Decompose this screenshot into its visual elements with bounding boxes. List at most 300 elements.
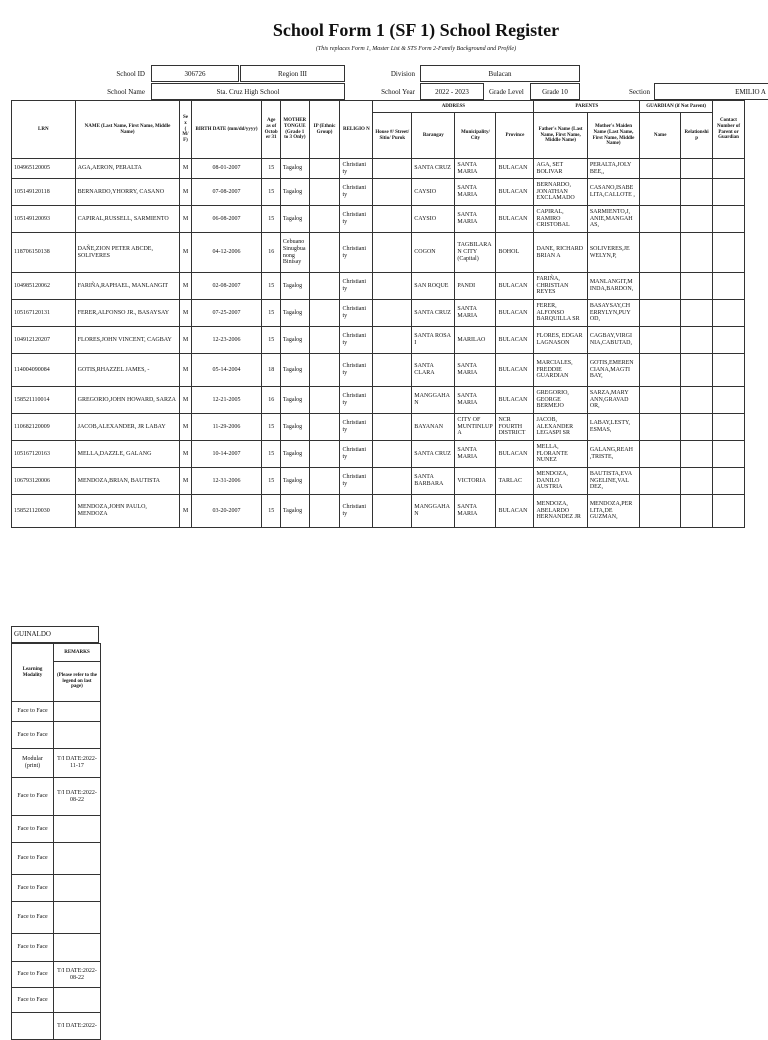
- cell-religion: Christiani ty: [340, 300, 373, 327]
- cell-learning-modality: Face to Face: [12, 902, 54, 934]
- cell-remark: [54, 843, 101, 875]
- list-item: [12, 778, 101, 816]
- header-contact: Contact Number of Parent or Guardian: [713, 101, 745, 159]
- cell-municipality-cell: PANDI: [455, 273, 496, 300]
- cell-name: MELLA,DAZZLE, GALANG: [75, 441, 180, 468]
- grade-level-label: Grade Level: [489, 88, 524, 96]
- cell-birth: 05-14-2004: [191, 354, 262, 387]
- cell-province: TARLAC: [496, 468, 534, 495]
- cell-municipality-cell: SANTA MARIA: [455, 179, 496, 206]
- cell-tongue: Tagalog: [280, 179, 309, 206]
- table-row: [12, 273, 745, 300]
- cell-guardian-relationship: [681, 387, 713, 414]
- cell-guardian-relationship: [681, 273, 713, 300]
- cell-mother: PERALTA,JOLY BEE,,: [587, 159, 639, 179]
- table-row: [12, 300, 745, 327]
- cell-house-blank: [373, 354, 412, 387]
- cell-lrn: 105167120163: [12, 441, 76, 468]
- cell-birth: 12-31-2006: [191, 468, 262, 495]
- cell-religion: Christiani ty: [340, 414, 373, 441]
- register-table: [11, 100, 745, 528]
- cell-barangay-cell: MANGGAHA N: [412, 387, 455, 414]
- cell-religion: Christiani ty: [340, 495, 373, 528]
- cell-guardian-relationship: [681, 300, 713, 327]
- remarks-table: [11, 643, 101, 1040]
- cell-mother: BAUTISTA,EVA NGELINE,VAL DEZ,: [587, 468, 639, 495]
- cell-guardian-name: [640, 273, 681, 300]
- cell-guardian-relationship: [681, 441, 713, 468]
- cell-age: 16: [262, 387, 280, 414]
- table-row: [12, 233, 745, 273]
- header-name: NAME (Last Name, First Name, Middle Name): [75, 101, 180, 159]
- header-lrn: LRN: [12, 101, 76, 159]
- cell-remark: [54, 702, 101, 722]
- cell-ip: [309, 206, 340, 233]
- cell-mother: SOLIVERES,JE WELYN,P,: [587, 233, 639, 273]
- cell-guardian-name: [640, 441, 681, 468]
- cell-tongue: Tagalog: [280, 273, 309, 300]
- cell-name: CAPIRAL,RUSSELL, SARMIENTO: [75, 206, 180, 233]
- cell-province: BULACAN: [496, 387, 534, 414]
- cell-religion: Christiani ty: [340, 159, 373, 179]
- cell-province: NCR FOURTH DISTRICT: [496, 414, 534, 441]
- cell-guardian-relationship: [681, 206, 713, 233]
- header-province: Province: [496, 113, 534, 159]
- table-row: [12, 441, 745, 468]
- cell-province: BULACAN: [496, 179, 534, 206]
- division-label: Division: [390, 70, 415, 78]
- cell-lrn: 105149120093: [12, 206, 76, 233]
- cell-municipality-cell: MARILAO: [455, 327, 496, 354]
- cell-mother: CAGBAY,VIRGI NIA,CABUTAD,: [587, 327, 639, 354]
- cell-age: 15: [262, 327, 280, 354]
- cell-barangay-cell: SAN ROQUE: [412, 273, 455, 300]
- cell-ip: [309, 468, 340, 495]
- cell-sex: M: [180, 441, 191, 468]
- cell-name: MENDOZA,JOHN PAULO, MENDOZA: [75, 495, 180, 528]
- cell-contact: [713, 300, 745, 327]
- cell-house-blank: [373, 327, 412, 354]
- list-item: [12, 1013, 101, 1040]
- cell-house-blank: [373, 179, 412, 206]
- cell-learning-modality: Face to Face: [12, 778, 54, 816]
- header-mother: Mother's Maiden Name (Last Name, First Name, Middle Name): [587, 113, 639, 159]
- cell-sex: M: [180, 327, 191, 354]
- cell-learning-modality: Modular (print): [12, 749, 54, 778]
- cell-learning-modality: Face to Face: [12, 962, 54, 988]
- header-birth-date: BIRTH DATE (mm/dd/yyyy): [191, 101, 262, 159]
- cell-lrn: 104965120005: [12, 159, 76, 179]
- cell-contact: [713, 354, 745, 387]
- cell-father: MELLA, FLORANTE NUNEZ: [534, 441, 587, 468]
- cell-house-blank: [373, 233, 412, 273]
- cell-age: 15: [262, 273, 280, 300]
- table-row: [12, 414, 745, 441]
- cell-name: GOTIS,RHAZZEL JAMES, -: [75, 354, 180, 387]
- cell-father: MENDOZA, DANILO AUSTRIA: [534, 468, 587, 495]
- cell-learning-modality: Face to Face: [12, 722, 54, 749]
- cell-father: DANE, RICHARD BRIAN A: [534, 233, 587, 273]
- table-row: [12, 159, 745, 179]
- cell-sex: M: [180, 300, 191, 327]
- cell-contact: [713, 468, 745, 495]
- cell-guardian-relationship: [681, 233, 713, 273]
- table-row: [12, 327, 745, 354]
- cell-learning-modality: Face to Face: [12, 988, 54, 1013]
- form-title: School Form 1 (SF 1) School Register: [272, 20, 560, 40]
- cell-municipality-cell: SANTA MARIA: [455, 495, 496, 528]
- table-row: [12, 387, 745, 414]
- cell-tongue: Tagalog: [280, 300, 309, 327]
- cell-sex: M: [180, 495, 191, 528]
- header-father: Father's Name (Last Name, First Name, Middle Name): [534, 113, 587, 159]
- section-tail: GUINALDO: [11, 626, 99, 643]
- grade-level-value: Grade 10: [530, 83, 580, 100]
- cell-province: BULACAN: [496, 300, 534, 327]
- header-religion: RELIGIO N: [340, 101, 373, 159]
- cell-barangay-cell: COGON: [412, 233, 455, 273]
- cell-guardian-relationship: [681, 327, 713, 354]
- cell-lrn: 105167120131: [12, 300, 76, 327]
- cell-tongue: Tagalog: [280, 159, 309, 179]
- cell-name: FLORES,JOHN VINCENT, CAGBAY: [75, 327, 180, 354]
- cell-birth: 12-23-2006: [191, 327, 262, 354]
- cell-sex: M: [180, 273, 191, 300]
- cell-birth: 04-12-2006: [191, 233, 262, 273]
- list-item: [12, 962, 101, 988]
- cell-guardian-name: [640, 300, 681, 327]
- cell-guardian-name: [640, 233, 681, 273]
- cell-mother: BASAYSAY,CH ERRYLYN,PUY OD,: [587, 300, 639, 327]
- header-address: ADDRESS: [373, 101, 534, 113]
- header-guardian: GUARDIAN (if Not Parent): [640, 101, 713, 113]
- header-age: Age as of Octob er 31: [262, 101, 280, 159]
- cell-birth: 12-21-2005: [191, 387, 262, 414]
- cell-municipality-cell: SANTA MARIA: [455, 441, 496, 468]
- table-row: [12, 468, 745, 495]
- list-item: [12, 934, 101, 962]
- table-row: [12, 354, 745, 387]
- cell-religion: Christiani ty: [340, 441, 373, 468]
- cell-contact: [713, 387, 745, 414]
- cell-province: BOHOL: [496, 233, 534, 273]
- cell-barangay-cell: SANTA CLARA: [412, 354, 455, 387]
- region-value: Region III: [240, 65, 345, 82]
- cell-mother: SARZA,MARY ANN,GRAVAD OR,: [587, 387, 639, 414]
- list-item: [12, 749, 101, 778]
- cell-mother: CASANO,ISABE LITA,CALLOTE ,: [587, 179, 639, 206]
- cell-mother: GOTIS,EMEREN CIANA,MAGTI BAY,: [587, 354, 639, 387]
- header-sex: Sex (M/F): [180, 101, 191, 159]
- cell-religion: Christiani ty: [340, 273, 373, 300]
- cell-contact: [713, 206, 745, 233]
- cell-province: BULACAN: [496, 206, 534, 233]
- cell-remark: T/I DATE:2022-: [54, 1013, 101, 1040]
- header-house: House #/ Street/ Sitio/ Purok: [373, 113, 412, 159]
- school-year-value: 2022 - 2023: [420, 83, 484, 100]
- cell-father: FLORES, EDGAR LAGNASON: [534, 327, 587, 354]
- cell-tongue: Tagalog: [280, 495, 309, 528]
- list-item: [12, 816, 101, 843]
- cell-mother: MENDOZA,PER LITA,DE GUZMAN,: [587, 495, 639, 528]
- cell-name: GREGORIO,JOHN HOWARD, SARZA: [75, 387, 180, 414]
- list-item: [12, 902, 101, 934]
- cell-father: FARIÑA, CHRISTIAN REYES: [534, 273, 587, 300]
- cell-barangay-cell: BAYANAN: [412, 414, 455, 441]
- cell-name: MENDOZA,BRIAN, BAUTISTA: [75, 468, 180, 495]
- cell-barangay-cell: MANGGAHA N: [412, 495, 455, 528]
- cell-house-blank: [373, 300, 412, 327]
- header-guardian-name: Name: [640, 113, 681, 159]
- cell-mother: SARMIENTO,J, ANIE,MANGAH AS,: [587, 206, 639, 233]
- form-subtitle: (This replaces Form 1, Master List & STS Form 2-Family Background and Profile): [315, 46, 517, 52]
- cell-father: AGA, SET BOLIVAR: [534, 159, 587, 179]
- cell-guardian-relationship: [681, 414, 713, 441]
- cell-province: BULACAN: [496, 159, 534, 179]
- header-guardian-relationship: Relationship: [681, 113, 713, 159]
- cell-religion: Christiani ty: [340, 387, 373, 414]
- cell-remark: T/I DATE:2022-11-17: [54, 749, 101, 778]
- cell-remark: [54, 934, 101, 962]
- section-label: Section: [629, 88, 650, 96]
- cell-birth: 11-29-2006: [191, 414, 262, 441]
- cell-learning-modality: Face to Face: [12, 816, 54, 843]
- cell-father: BERNARDO, JONATHAN EXCLAMADO: [534, 179, 587, 206]
- cell-sex: M: [180, 206, 191, 233]
- cell-religion: Christiani ty: [340, 206, 373, 233]
- table-row: [12, 495, 745, 528]
- cell-tongue: Tagalog: [280, 441, 309, 468]
- cell-remark: [54, 722, 101, 749]
- cell-municipality-cell: SANTA MARIA: [455, 387, 496, 414]
- cell-tongue: Tagalog: [280, 327, 309, 354]
- header-legend-note: (Please refer to the legend on last page): [54, 662, 101, 702]
- cell-municipality-cell: SANTA MARIA: [455, 354, 496, 387]
- cell-house-blank: [373, 495, 412, 528]
- cell-name: BERNARDO,YHORRY, CASANO: [75, 179, 180, 206]
- cell-name: JACOB,ALEXANDER, JR LABAY: [75, 414, 180, 441]
- cell-contact: [713, 233, 745, 273]
- cell-guardian-name: [640, 495, 681, 528]
- school-id-value: 306726: [151, 65, 239, 82]
- cell-age: 15: [262, 468, 280, 495]
- cell-sex: M: [180, 354, 191, 387]
- cell-religion: Christiani ty: [340, 179, 373, 206]
- cell-ip: [309, 441, 340, 468]
- cell-municipality-cell: CITY OF MUNTINLUP A: [455, 414, 496, 441]
- cell-tongue: Tagalog: [280, 414, 309, 441]
- cell-sex: M: [180, 159, 191, 179]
- school-name-label: School Name: [107, 88, 145, 96]
- cell-age: 18: [262, 354, 280, 387]
- cell-guardian-name: [640, 327, 681, 354]
- cell-province: BULACAN: [496, 441, 534, 468]
- cell-tongue: Tagalog: [280, 387, 309, 414]
- cell-learning-modality: Face to Face: [12, 843, 54, 875]
- header-barangay: Barangay: [412, 113, 455, 159]
- cell-father: MARCIALES, FREDDIE GUARDIAN: [534, 354, 587, 387]
- cell-religion: Christiani ty: [340, 354, 373, 387]
- cell-province: BULACAN: [496, 354, 534, 387]
- cell-ip: [309, 414, 340, 441]
- cell-contact: [713, 159, 745, 179]
- list-item: [12, 988, 101, 1013]
- cell-mother: MANLANGIT,M INDA,BARDON,: [587, 273, 639, 300]
- cell-house-blank: [373, 414, 412, 441]
- cell-contact: [713, 327, 745, 354]
- cell-lrn: 105149120118: [12, 179, 76, 206]
- school-id-label: School ID: [116, 70, 145, 78]
- cell-ip: [309, 354, 340, 387]
- cell-remark: [54, 816, 101, 843]
- cell-lrn: 118706150138: [12, 233, 76, 273]
- cell-municipality-cell: SANTA MARIA: [455, 300, 496, 327]
- school-name-value: Sta. Cruz High School: [151, 83, 345, 100]
- cell-municipality-cell: VICTORIA: [455, 468, 496, 495]
- cell-ip: [309, 233, 340, 273]
- cell-father: MENDOZA, ABELARDO HERNANDEZ JR: [534, 495, 587, 528]
- cell-municipality-cell: TAGBILARA N CITY (Capital): [455, 233, 496, 273]
- cell-sex: M: [180, 414, 191, 441]
- cell-father: FERER, ALFONSO BARQUILLA SR: [534, 300, 587, 327]
- header-learning-modality: Learning Modality: [12, 644, 54, 702]
- cell-house-blank: [373, 441, 412, 468]
- cell-ip: [309, 159, 340, 179]
- header-ip: IP (Ethnic Group): [309, 101, 340, 159]
- cell-age: 15: [262, 414, 280, 441]
- cell-house-blank: [373, 273, 412, 300]
- cell-learning-modality: [12, 1013, 54, 1040]
- cell-guardian-relationship: [681, 354, 713, 387]
- table-row: [12, 179, 745, 206]
- cell-ip: [309, 179, 340, 206]
- cell-sex: M: [180, 233, 191, 273]
- cell-house-blank: [373, 206, 412, 233]
- cell-birth: 03-20-2007: [191, 495, 262, 528]
- division-value: Bulacan: [420, 65, 580, 82]
- table-row: [12, 206, 745, 233]
- list-item: [12, 702, 101, 722]
- cell-birth: 08-01-2007: [191, 159, 262, 179]
- cell-birth: 07-08-2007: [191, 179, 262, 206]
- header-municipality: Municipality/ City: [455, 113, 496, 159]
- cell-age: 15: [262, 179, 280, 206]
- cell-contact: [713, 441, 745, 468]
- cell-guardian-name: [640, 354, 681, 387]
- cell-birth: 06-08-2007: [191, 206, 262, 233]
- header-parents: PARENTS: [534, 101, 640, 113]
- cell-ip: [309, 273, 340, 300]
- header-mother-tongue: MOTHER TONGUE (Grade 1 to 3 Only): [280, 101, 309, 159]
- cell-tongue: Tagalog: [280, 206, 309, 233]
- section-value: EMILIO A: [654, 83, 768, 100]
- cell-municipality-cell: SANTA MARIA: [455, 206, 496, 233]
- cell-ip: [309, 327, 340, 354]
- cell-house-blank: [373, 387, 412, 414]
- cell-age: 15: [262, 159, 280, 179]
- cell-age: 15: [262, 495, 280, 528]
- cell-father: CAPIRAL, RAMIRO CRISTOBAL: [534, 206, 587, 233]
- cell-age: 15: [262, 206, 280, 233]
- cell-guardian-name: [640, 387, 681, 414]
- cell-lrn: 104912120207: [12, 327, 76, 354]
- cell-name: FARIÑA,RAPHAEL, MANLANGIT: [75, 273, 180, 300]
- cell-house-blank: [373, 468, 412, 495]
- cell-tongue: Tagalog: [280, 468, 309, 495]
- cell-father: JACOB, ALEXANDER LEGASPI SR: [534, 414, 587, 441]
- cell-remark: T/I DATE:2022-08-22: [54, 778, 101, 816]
- cell-barangay-cell: SANTA ROSA I: [412, 327, 455, 354]
- cell-sex: M: [180, 387, 191, 414]
- cell-province: BULACAN: [496, 495, 534, 528]
- cell-learning-modality: Face to Face: [12, 702, 54, 722]
- cell-barangay-cell: SANTA BARBARA: [412, 468, 455, 495]
- cell-sex: M: [180, 179, 191, 206]
- cell-contact: [713, 273, 745, 300]
- cell-name: AGA,AERON, PERALTA: [75, 159, 180, 179]
- cell-sex: M: [180, 468, 191, 495]
- cell-lrn: 158521110014: [12, 387, 76, 414]
- cell-birth: 07-25-2007: [191, 300, 262, 327]
- cell-guardian-name: [640, 179, 681, 206]
- cell-barangay-cell: CAYSIO: [412, 179, 455, 206]
- cell-guardian-name: [640, 468, 681, 495]
- cell-tongue: Cebuano Sinugbua nong Binisay: [280, 233, 309, 273]
- cell-ip: [309, 300, 340, 327]
- cell-contact: [713, 495, 745, 528]
- cell-guardian-relationship: [681, 468, 713, 495]
- cell-age: 15: [262, 441, 280, 468]
- cell-barangay-cell: SANTA CRUZ: [412, 159, 455, 179]
- cell-guardian-relationship: [681, 495, 713, 528]
- cell-remark: T/I DATE:2022-08-22: [54, 962, 101, 988]
- cell-barangay-cell: SANTA CRUZ: [412, 300, 455, 327]
- cell-lrn: 106793120006: [12, 468, 76, 495]
- cell-lrn: 158521120030: [12, 495, 76, 528]
- list-item: [12, 843, 101, 875]
- cell-religion: Christiani ty: [340, 468, 373, 495]
- list-item: [12, 875, 101, 902]
- cell-learning-modality: Face to Face: [12, 934, 54, 962]
- cell-remark: [54, 902, 101, 934]
- cell-ip: [309, 387, 340, 414]
- cell-learning-modality: Face to Face: [12, 875, 54, 902]
- cell-name: DAÑE,ZION PETER ABCDE, SOLIVERES: [75, 233, 180, 273]
- school-year-label: School Year: [381, 88, 415, 96]
- cell-contact: [713, 179, 745, 206]
- cell-ip: [309, 495, 340, 528]
- cell-mother: LABAY,LESTY, ESMAS,: [587, 414, 639, 441]
- cell-birth: 10-14-2007: [191, 441, 262, 468]
- cell-remark: [54, 875, 101, 902]
- cell-contact: [713, 414, 745, 441]
- cell-guardian-name: [640, 159, 681, 179]
- cell-father: GREGORIO, GEORGE BERMEJO: [534, 387, 587, 414]
- cell-religion: Christiani ty: [340, 233, 373, 273]
- cell-guardian-relationship: [681, 159, 713, 179]
- cell-age: 15: [262, 300, 280, 327]
- cell-province: BULACAN: [496, 273, 534, 300]
- cell-province: BULACAN: [496, 327, 534, 354]
- cell-lrn: 104985120062: [12, 273, 76, 300]
- cell-municipality-cell: SANTA MARIA: [455, 159, 496, 179]
- cell-lrn: 110682120009: [12, 414, 76, 441]
- cell-remark: [54, 988, 101, 1013]
- cell-guardian-name: [640, 414, 681, 441]
- cell-lrn: 114004090084: [12, 354, 76, 387]
- list-item: [12, 722, 101, 749]
- cell-barangay-cell: CAYSIO: [412, 206, 455, 233]
